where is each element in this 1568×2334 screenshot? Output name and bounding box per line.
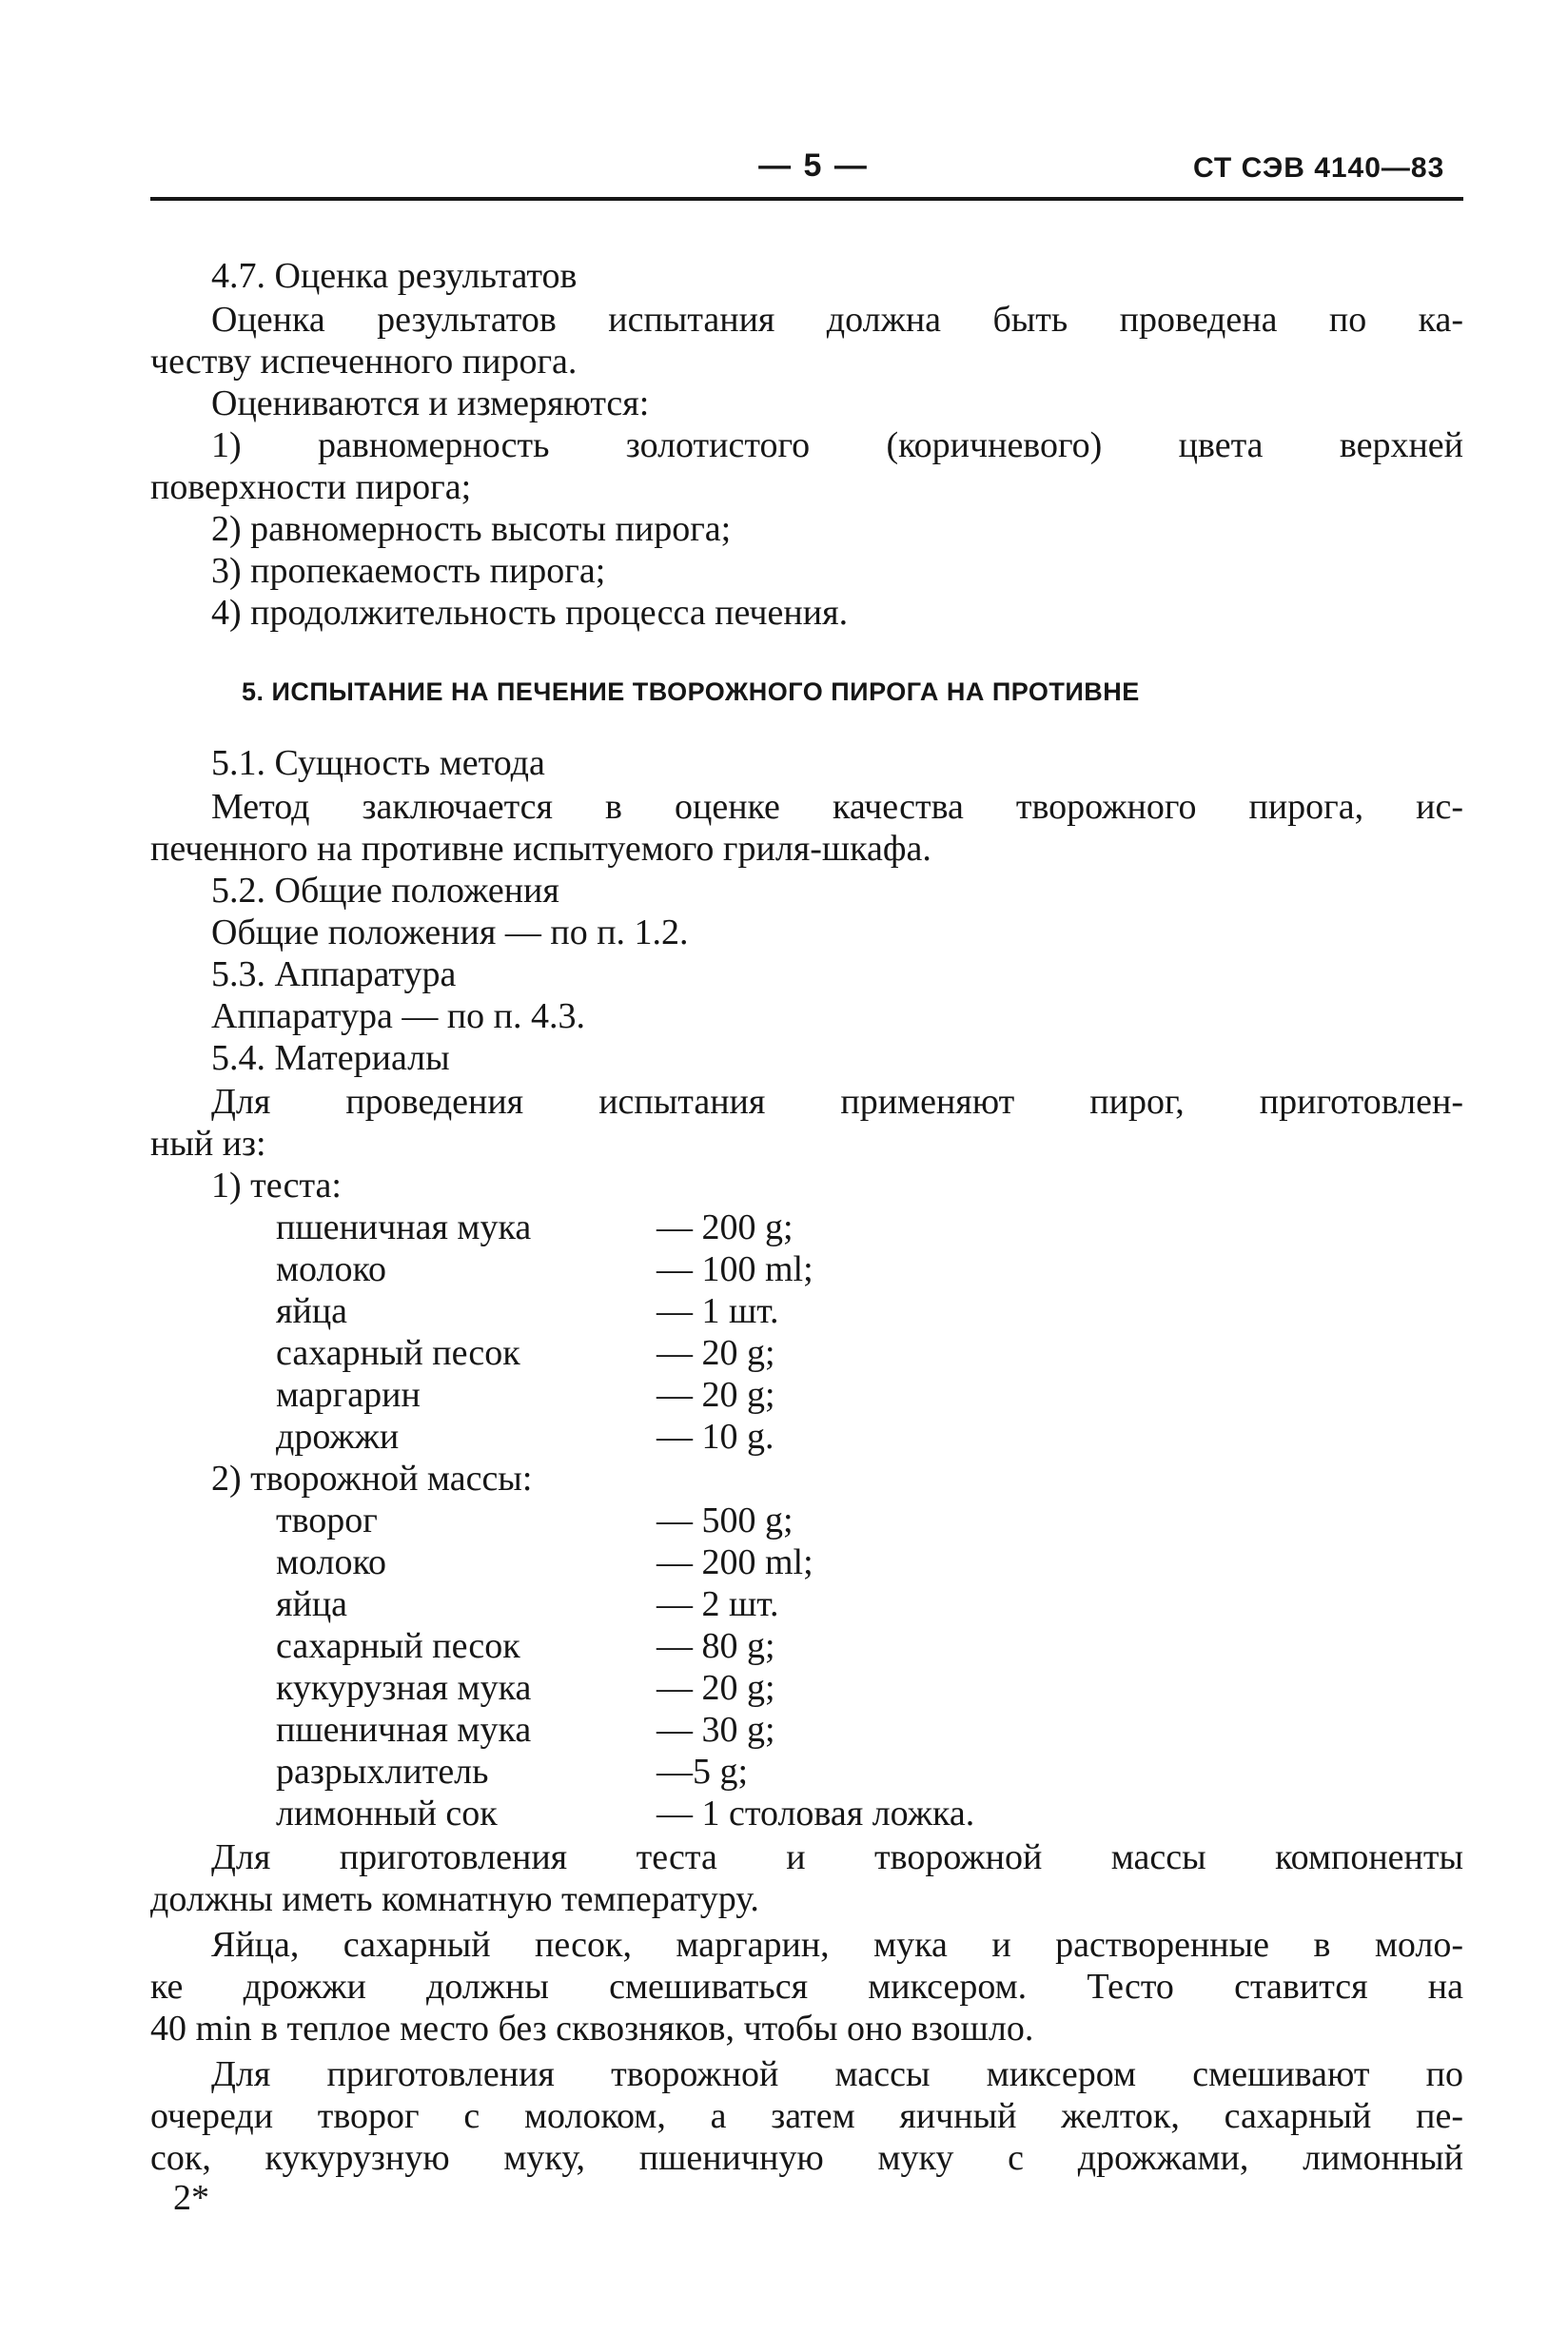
ingredient-name: маргарин <box>276 1375 421 1415</box>
ingredient-amount: — 500 g; <box>657 1500 794 1540</box>
section-5-4-line: Для проведения испытания применяют пирог, приготовлен- <box>211 1082 1463 1122</box>
ingredient-name: лимонный сок <box>276 1794 498 1834</box>
paragraph-line: ке дрожжи должны смешиваться миксером. Тесто ставится на <box>150 1967 1463 2007</box>
ingredient-name: молоко <box>276 1249 387 1289</box>
paragraph-line: должны иметь комнатную температуру. <box>150 1879 759 1919</box>
document-code: СТ СЭВ 4140—83 <box>1193 152 1445 184</box>
ingredient-amount: — 2 шт. <box>657 1584 779 1624</box>
ingredient-name: дрожжи <box>276 1417 400 1457</box>
ingredient-amount: — 20 g; <box>657 1375 775 1415</box>
ingredient-amount: — 20 g; <box>657 1333 775 1373</box>
section-5-3-title: 5.3. Аппаратура <box>211 954 457 994</box>
paragraph-line: сок, кукурузную муку, пшеничную муку с дрожжами, лимонный <box>150 2138 1463 2178</box>
section-5-2-text: Общие положения — по п. 1.2. <box>211 912 689 952</box>
ingredient-amount: — 100 ml; <box>657 1249 813 1289</box>
section-5-3-text: Аппаратура — по п. 4.3. <box>211 996 586 1036</box>
paragraph-line: очереди творог с молоком, а затем яичный желток, сахарный пе- <box>150 2096 1463 2136</box>
section-4-7-intro: Оцениваются и измеряются: <box>211 383 650 423</box>
ingredient-name: творог <box>276 1500 378 1540</box>
section-5-2-title: 5.2. Общие положения <box>211 871 559 911</box>
curd-list-title: 2) творожной массы: <box>211 1459 533 1499</box>
ingredient-amount: — 1 шт. <box>657 1291 779 1331</box>
signature-mark: 2* <box>173 2178 209 2218</box>
ingredient-amount: — 10 g. <box>657 1417 774 1457</box>
section-5-1-title: 5.1. Сущность метода <box>211 743 545 783</box>
ingredient-name: пшеничная мука <box>276 1207 532 1247</box>
ingredient-amount: — 80 g; <box>657 1626 775 1666</box>
header-rule <box>150 197 1463 201</box>
paragraph-line: Для приготовления теста и творожной массы компоненты <box>211 1837 1463 1877</box>
ingredient-name: сахарный песок <box>276 1626 520 1666</box>
paragraph-line: Яйца, сахарный песок, маргарин, мука и растворенные в моло- <box>211 1925 1463 1965</box>
ingredient-amount: — 200 g; <box>657 1207 794 1247</box>
section-5-1-line: Метод заключается в оценке качества творожного пирога, ис- <box>211 787 1463 827</box>
section-5-heading: 5. ИСПЫТАНИЕ НА ПЕЧЕНИЕ ТВОРОЖНОГО ПИРОГА НА ПРОТИВНЕ <box>242 677 1140 706</box>
ingredient-name: молоко <box>276 1542 387 1582</box>
list-item: 2) равномерность высоты пирога; <box>211 509 732 549</box>
ingredient-name: пшеничная мука <box>276 1710 532 1750</box>
section-4-7-para-line: Оценка результатов испытания должна быть проведена по ка- <box>211 300 1463 340</box>
ingredient-name: яйца <box>276 1291 348 1331</box>
ingredient-amount: — 30 g; <box>657 1710 775 1750</box>
ingredient-name: яйца <box>276 1584 348 1624</box>
ingredient-amount: — 1 столовая ложка. <box>657 1794 975 1834</box>
section-5-4-title: 5.4. Материалы <box>211 1038 450 1078</box>
list-item: 1) равномерность золотистого (коричневого) цвета верхней <box>211 425 1463 465</box>
ingredient-name: сахарный песок <box>276 1333 520 1373</box>
section-4-7-title: 4.7. Оценка результатов <box>211 256 578 296</box>
ingredient-amount: —5 g; <box>657 1752 749 1792</box>
paragraph-line: Для приготовления творожной массы миксером смешивают по <box>211 2054 1463 2094</box>
list-item: 4) продолжительность процесса печения. <box>211 593 849 633</box>
ingredient-name: кукурузная мука <box>276 1668 532 1708</box>
page-number: — 5 — <box>758 147 869 184</box>
section-5-1-line: печенного на противне испытуемого гриля-шкафа. <box>150 829 931 869</box>
ingredient-amount: — 20 g; <box>657 1668 775 1708</box>
paragraph-line: 40 min в теплое место без сквозняков, чтобы оно взошло. <box>150 2009 1034 2049</box>
list-item-continuation: поверхности пирога; <box>150 467 472 507</box>
ingredient-amount: — 200 ml; <box>657 1542 813 1582</box>
section-4-7-para-line: честву испеченного пирога. <box>150 342 578 382</box>
dough-list-title: 1) теста: <box>211 1166 342 1206</box>
section-5-4-line: ный из: <box>150 1124 266 1164</box>
ingredient-name: разрыхлитель <box>276 1752 489 1792</box>
list-item: 3) пропекаемость пирога; <box>211 551 606 591</box>
